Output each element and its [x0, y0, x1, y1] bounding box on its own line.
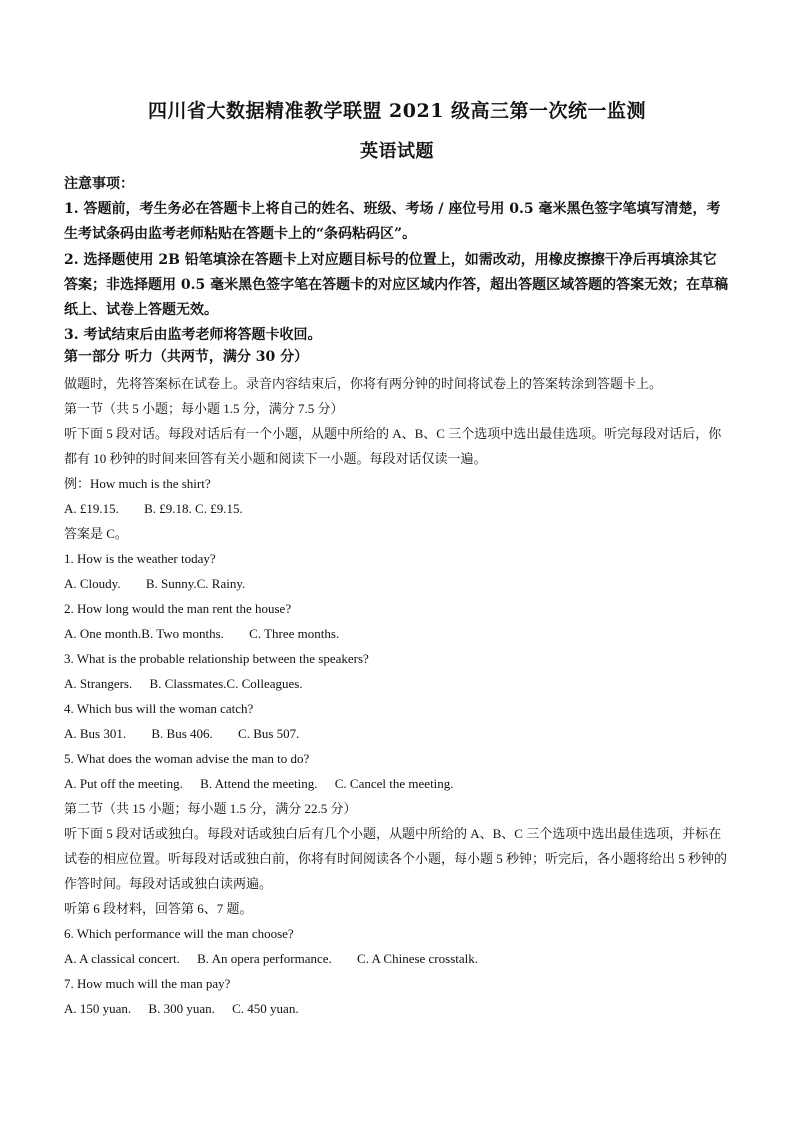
question-2: 2. How long would the man rent the house?: [64, 601, 292, 616]
section2-directions: 听下面 5 段对话或独白。每段对话或独白后有几个小题，从题中所给的 A、B、C 三个选项中选出最佳选项，并标在试卷的相应位置。听每段对话或独白前，你将有时间阅读各个小题，每小题 5 秒钟；听完后，各小题将给出 5 秒钟的作答时间。每段对话或独白读两遍。: [64, 826, 728, 891]
note-item-1: 1. 答题前，考生务必在答题卡上将自己的姓名、班级、考场 / 座位号用 0.5 毫米黑色签字笔填写清楚，考生考试条码由监考老师粘贴在答题卡上的“条码粘码区”。: [64, 201, 721, 243]
question-1: 1. How is the weather today?: [64, 551, 216, 566]
question-2-options: [64, 621, 730, 646]
question-4: 4. Which bus will the woman catch?: [64, 701, 254, 716]
exam-subtitle: 英语试题: [360, 141, 434, 162]
question-7: 7. How much will the man pay?: [64, 976, 231, 991]
example-options: [64, 496, 730, 521]
question-6: 6. Which performance will the man choose?: [64, 926, 294, 941]
instructions: 做题时，先将答案标在试卷上。录音内容结束后，你将有两分钟的时间将试卷上的答案转涂到答题卡上。: [64, 376, 663, 391]
q4-option-b: B. Bus 406.: [151, 726, 213, 741]
section1-heading: 第一节（共 5 小题；每小题 1.5 分，满分 7.5 分）: [64, 401, 344, 416]
question-5-options: [64, 771, 730, 796]
notes-section: [64, 172, 730, 348]
question-3-options: [64, 671, 730, 696]
q3-option-bc: B. Classmates.C. Colleagues.: [149, 676, 303, 691]
example-option-bc: B. £9.18. C. £9.15.: [144, 501, 243, 516]
question-3: 3. What is the probable relationship between the speakers?: [64, 651, 369, 666]
question-4-options: [64, 721, 730, 746]
notes-heading: 注意事项：: [64, 176, 134, 192]
q4-option-c: C. Bus 507.: [238, 726, 300, 741]
q1-option-bc: B. Sunny.C. Rainy.: [145, 576, 246, 591]
q5-option-b: B. Attend the meeting.: [200, 776, 318, 791]
q2-option-c: C. Three months.: [249, 626, 340, 641]
example-answer: 答案是 C。: [64, 526, 128, 541]
q7-option-b: B. 300 yuan.: [148, 1001, 215, 1016]
section2-heading: 第二节（共 15 小题；每小题 1.5 分，满分 22.5 分）: [64, 801, 357, 816]
passage-6-heading: 听第 6 段材料，回答第 6、7 题。: [64, 901, 253, 916]
q3-option-a: A. Strangers.: [64, 676, 133, 691]
q6-option-b: B. An opera performance.: [197, 951, 332, 966]
part1-heading: 第一部分 听力（共两节，满分 30 分）: [64, 349, 309, 365]
q5-option-a: A. Put off the meeting.: [64, 776, 183, 791]
question-5: 5. What does the woman advise the man to do?: [64, 751, 310, 766]
q4-option-a: A. Bus 301.: [64, 726, 127, 741]
note-item-3: 3. 考试结束后由监考老师将答题卡收回。: [64, 327, 322, 344]
q7-option-a: A. 150 yuan.: [64, 1001, 132, 1016]
q7-option-c: C. 450 yuan.: [232, 1001, 299, 1016]
example-question: 例：How much is the shirt?: [64, 476, 211, 491]
example-option-a: A. £19.15.: [64, 501, 119, 516]
section1-directions: 听下面 5 段对话。每段对话后有一个小题，从题中所给的 A、B、C 三个选项中选出最佳选项。听完每段对话后，你都有 10 秒钟的时间来回答有关小题和阅读下一小题。每段对话仅读一遍。: [64, 426, 722, 466]
question-1-options: [64, 571, 730, 596]
q6-option-a: A. A classical concert.: [64, 951, 180, 966]
listening-section: [64, 371, 730, 1021]
exam-title: 四川省大数据精准教学联盟 2021 级高三第一次统一监测: [147, 100, 647, 122]
question-7-options: [64, 996, 730, 1021]
q1-option-a: A. Cloudy.: [64, 576, 121, 591]
q6-option-c: C. A Chinese crosstalk.: [357, 951, 478, 966]
q2-option-ab: A. One month.B. Two months.: [64, 626, 224, 641]
question-6-options: [64, 946, 730, 971]
q5-option-c: C. Cancel the meeting.: [334, 776, 454, 791]
note-item-2: 2. 选择题使用 2B 铅笔填涂在答题卡上对应题目标号的位置上，如需改动，用橡皮擦擦干净后再填涂其它答案；非选择题用 0.5 毫米黑色签字笔在答题卡的对应区域内作答，超出答题区域答题的答案无效；在草稿纸上、试卷上答题无效。: [64, 251, 729, 319]
